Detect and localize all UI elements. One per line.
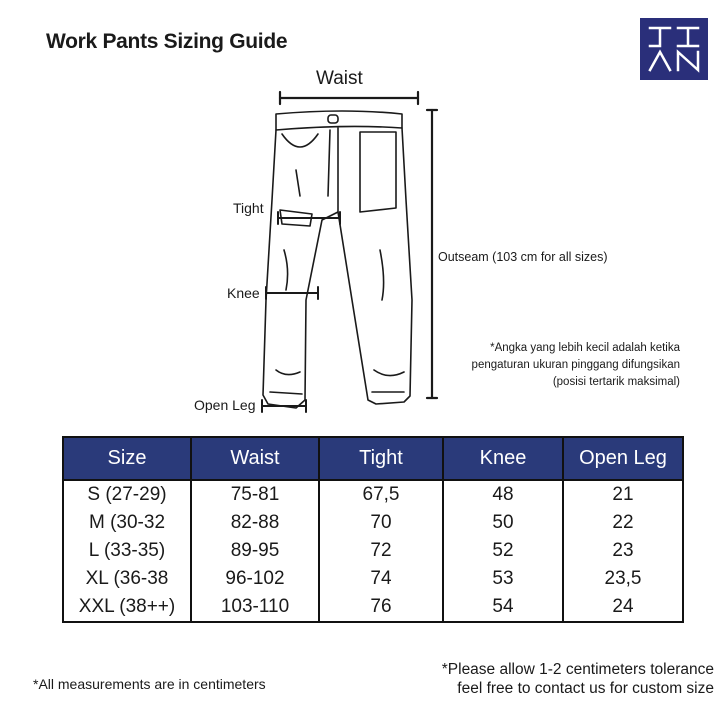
cell-tight: 72 (319, 537, 443, 565)
header-size: Size (63, 437, 191, 480)
cell-waist: 96-102 (191, 565, 319, 593)
header-knee: Knee (443, 437, 563, 480)
measurement-unit-note: *All measurements are in centimeters (33, 676, 266, 692)
header-tight: Tight (319, 437, 443, 480)
cell-tight: 76 (319, 593, 443, 622)
page-title: Work Pants Sizing Guide (46, 30, 288, 53)
cell-open-leg: 22 (563, 509, 683, 537)
cell-knee: 52 (443, 537, 563, 565)
table-header-row (63, 437, 683, 480)
tolerance-note (442, 660, 714, 698)
custom-size-line: feel free to contact us for custom size (457, 680, 714, 697)
waist-adjust-note: *Angka yang lebih kecil adalah ketika pengaturan ukuran pinggang difungsikan (posisi tertarik maksimal) (471, 342, 680, 388)
header-waist: Waist (191, 437, 319, 480)
table-row (63, 509, 683, 537)
cell-tight: 70 (319, 509, 443, 537)
cell-size: S (27-29) (63, 480, 191, 509)
cell-size: M (30-32 (63, 509, 191, 537)
size-table (62, 436, 684, 623)
outseam-label: Outseam (103 cm for all sizes) (438, 250, 608, 264)
cell-open-leg: 24 (563, 593, 683, 622)
open-leg-label: Open Leg (194, 397, 256, 413)
table-row (63, 537, 683, 565)
cell-size: XXL (38++) (63, 593, 191, 622)
cell-knee: 54 (443, 593, 563, 622)
cell-size: L (33-35) (63, 537, 191, 565)
cell-waist: 75-81 (191, 480, 319, 509)
tolerance-line: *Please allow 1-2 centimeters tolerance (441, 661, 714, 678)
cell-waist: 103-110 (191, 593, 319, 622)
waist-label: Waist (316, 68, 363, 89)
cell-knee: 53 (443, 565, 563, 593)
cell-tight: 67,5 (319, 480, 443, 509)
table-row (63, 480, 683, 509)
cell-waist: 82-88 (191, 509, 319, 537)
cell-tight: 74 (319, 565, 443, 593)
cell-knee: 50 (443, 509, 563, 537)
cell-knee: 48 (443, 480, 563, 509)
cell-waist: 89-95 (191, 537, 319, 565)
knee-label: Knee (227, 285, 260, 301)
cell-open-leg: 23,5 (563, 565, 683, 593)
cell-open-leg: 21 (563, 480, 683, 509)
cell-open-leg: 23 (563, 537, 683, 565)
table-row (63, 593, 683, 622)
cell-size: XL (36-38 (63, 565, 191, 593)
table-row (63, 565, 683, 593)
tight-label: Tight (233, 200, 264, 216)
header-open-leg: Open Leg (563, 437, 683, 480)
